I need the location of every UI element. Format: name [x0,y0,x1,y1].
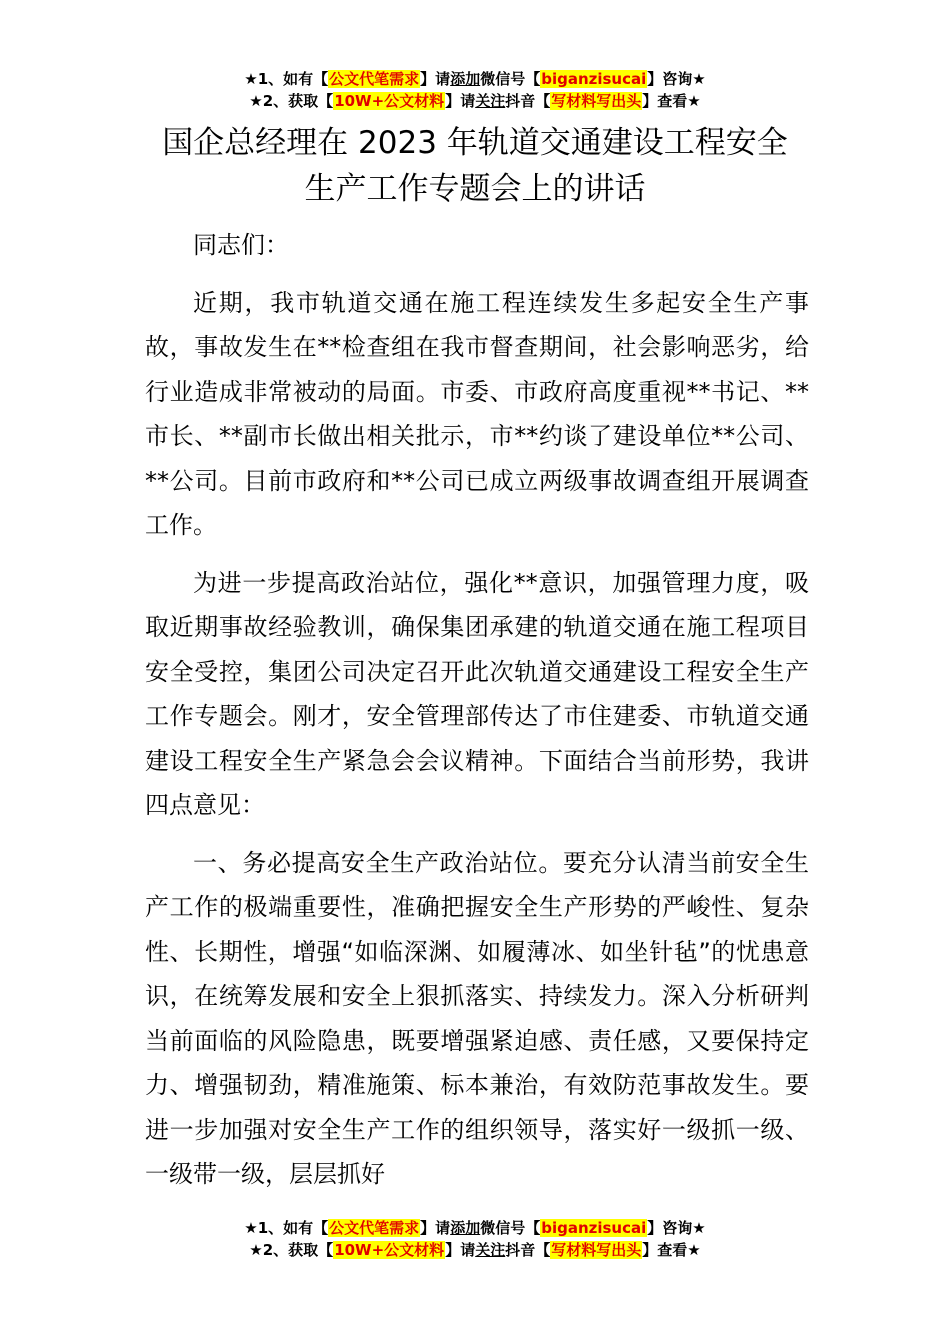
promo-text: 】请 [420,70,451,88]
promo-text: 】咨询★ [647,70,706,88]
promo-text: 微信号【 [480,70,541,88]
document-title [100,120,850,212]
promo-text: 】请 [420,1219,451,1237]
promo-underline: 关注 [475,92,506,110]
promo-text: 】请 [445,1241,476,1259]
promo-text: 微信号【 [480,1219,541,1237]
promo-highlight: 写材料写出头 [551,1241,642,1259]
promo-highlight: 公文代笔需求 [329,1219,420,1237]
salutation: 同志们： [193,231,289,259]
promo-text: ★2、获取【 [249,1241,334,1259]
promo-text: 抖音【 [505,1241,551,1259]
promo-banner-bottom [0,1217,950,1261]
promo-text: ★1、如有【 [244,1219,329,1237]
promo-text: ★1、如有【 [244,70,329,88]
promo-line-2 [0,1239,950,1261]
paragraph: 为进一步提高政治站位，强化**意识，加强管理力度，吸取近期事故经验教训，确保集团承建的轨道交通在施工程项目安全受控，集团公司决定召开此次轨道交通建设工程安全生产工作专题会。刚才，安全管理部传达了市住建委、市轨道交通建设工程安全生产紧急会会议精神。下面结合当前形势，我讲四点意见： [145,568,809,819]
promo-underline: 添加 [450,1219,481,1237]
promo-banner-top [0,68,950,112]
title-line-1: 国企总经理在 2023 年轨道交通建设工程安全 [162,125,788,161]
promo-line-2 [0,90,950,112]
promo-text: 】请 [445,92,476,110]
promo-highlight: 写材料写出头 [551,92,642,110]
promo-highlight: biganzisucai [541,1219,647,1237]
promo-text: 】查看★ [642,92,701,110]
promo-highlight: 10W+公文材料 [334,92,445,110]
paragraph: 近期，我市轨道交通在施工程连续发生多起安全生产事故，事故发生在**检查组在我市督查期间，社会影响恶劣，给行业造成非常被动的局面。市委、市政府高度重视**书记、**市长、**副市长做出相关批示，市**约谈了建设单位**公司、**公司。目前市政府和**公司已成立两级事故调查组开展调查工作。 [145,288,809,539]
promo-text: ★2、获取【 [249,92,334,110]
promo-underline: 关注 [475,1241,506,1259]
promo-highlight: 10W+公文材料 [334,1241,445,1259]
promo-underline: 添加 [450,70,481,88]
title-line-2: 生产工作专题会上的讲话 [304,171,646,207]
promo-line-1 [0,1217,950,1239]
promo-line-1 [0,68,950,90]
paragraph: 一、务必提高安全生产政治站位。要充分认清当前安全生产工作的极端重要性，准确把握安全生产形势的严峻性、复杂性、长期性，增强“如临深渊、如履薄冰、如坐针毡”的忧患意识，在统筹发展和安全上狠抓落实、持续发力。深入分析研判当前面临的风险隐患，既要增强紧迫感、责任感，又要保持定力、增强韧劲，精准施策、标本兼治，有效防范事故发生。要进一步加强对安全生产工作的组织领导，落实好一级抓一级、一级带一级，层层抓好 [145,848,809,1188]
promo-highlight: biganzisucai [541,70,647,88]
promo-highlight: 公文代笔需求 [329,70,420,88]
promo-text: 】咨询★ [647,1219,706,1237]
promo-text: 】查看★ [642,1241,701,1259]
document-body [145,223,809,1197]
promo-text: 抖音【 [505,92,551,110]
